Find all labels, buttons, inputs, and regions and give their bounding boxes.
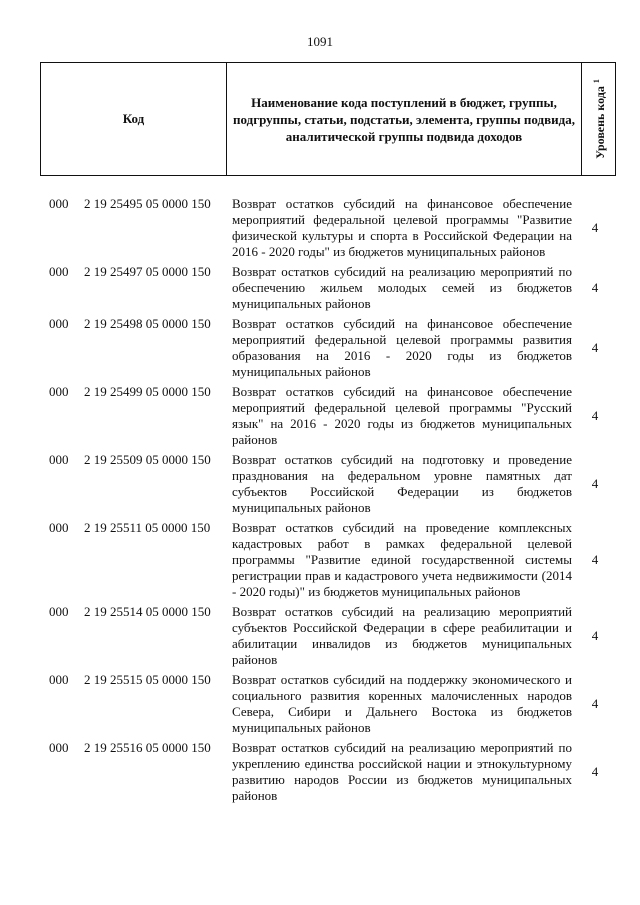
row-prefix: 000 — [49, 452, 69, 467]
table-row — [0, 196, 640, 260]
table-row — [0, 604, 640, 668]
table-body — [0, 196, 640, 804]
row-name: Возврат остатков субсидий на финансовое обеспечение мероприятий федеральной целевой программы "Развитие физической культуры и спорта в Российской Федерации на 2016 - 2020 годы" из бюджетов муниципальных районов — [232, 196, 572, 259]
header-code-label: Код — [122, 111, 145, 126]
row-code: 2 19 25511 05 0000 150 — [84, 520, 211, 535]
table-row — [0, 672, 640, 736]
row-code: 2 19 25509 05 0000 150 — [84, 452, 211, 467]
header-name-label: Наименование кода поступлений в бюджет, группы, подгруппы, статьи, подстатьи, элемента, группы подвида, аналитической группы подвида доходов — [233, 94, 575, 144]
row-prefix: 000 — [49, 672, 69, 687]
row-level: 4 — [591, 764, 599, 779]
page-number: 1091 — [307, 34, 333, 49]
row-code: 2 19 25515 05 0000 150 — [84, 672, 211, 687]
row-code: 2 19 25499 05 0000 150 — [84, 384, 211, 399]
table-row — [0, 384, 640, 448]
table-row — [0, 452, 640, 516]
row-name: Возврат остатков субсидий на подготовку и проведение празднования на федеральном уровне памятных дат субъектов Российской Федерации из бюджетов муниципальных районов — [232, 452, 572, 515]
row-prefix: 000 — [49, 196, 69, 211]
row-level: 4 — [591, 220, 599, 235]
table-row — [0, 264, 640, 312]
row-name: Возврат остатков субсидий на финансовое обеспечение мероприятий федеральной целевой программы "Русский язык" на 2016 - 2020 годы из бюджетов муниципальных районов — [232, 384, 572, 447]
row-level: 4 — [591, 280, 599, 295]
row-code: 2 19 25497 05 0000 150 — [84, 264, 211, 279]
row-level: 4 — [591, 628, 599, 643]
row-level: 4 — [591, 696, 599, 711]
row-prefix: 000 — [49, 604, 69, 619]
row-name: Возврат остатков субсидий на реализацию мероприятий по обеспечению жильем молодых семей из бюджетов муниципальных районов — [232, 264, 572, 311]
row-prefix: 000 — [49, 520, 69, 535]
header-level-footnote: 1 — [591, 79, 601, 84]
table-header — [40, 62, 616, 176]
row-code: 2 19 25498 05 0000 150 — [84, 316, 211, 331]
row-level: 4 — [591, 340, 599, 355]
row-name: Возврат остатков субсидий на реализацию мероприятий по укреплению единства российской нации и этнокультурному развитию народов России из бюджетов муниципальных районов — [232, 740, 572, 803]
row-code: 2 19 25495 05 0000 150 — [84, 196, 211, 211]
row-level: 4 — [591, 408, 599, 423]
row-code: 2 19 25514 05 0000 150 — [84, 604, 211, 619]
row-level: 4 — [591, 476, 599, 491]
row-prefix: 000 — [49, 384, 69, 399]
row-prefix: 000 — [49, 264, 69, 279]
row-name: Возврат остатков субсидий на проведение комплексных кадастровых работ в рамках федеральной целевой программы "Развитие единой государственной системы регистрации прав и кадастрового учета недвижимости (2014 - 2020 годы)" из бюджетов муниципальных районов — [232, 520, 572, 599]
header-name-cell — [227, 63, 582, 175]
row-level: 4 — [591, 552, 599, 567]
row-prefix: 000 — [49, 740, 69, 755]
row-name: Возврат остатков субсидий на реализацию мероприятий субъектов Российской Федерации в сфере реабилитации и абилитации инвалидов из бюджетов муниципальных районов — [232, 604, 572, 667]
header-level-text: Уровень кода — [592, 86, 607, 159]
table-row — [0, 316, 640, 380]
row-name: Возврат остатков субсидий на финансовое обеспечение мероприятий федеральной целевой программы развития образования на 2016 - 2020 годы из бюджетов муниципальных районов — [232, 316, 572, 379]
header-level-cell — [582, 63, 617, 175]
row-prefix: 000 — [49, 316, 69, 331]
table-row — [0, 520, 640, 600]
row-code: 2 19 25516 05 0000 150 — [84, 740, 211, 755]
header-code-cell — [41, 63, 227, 175]
header-level-label — [592, 79, 608, 159]
row-name: Возврат остатков субсидий на поддержку экономического и социального развития коренных малочисленных народов Севера, Сибири и Дальнего Востока из бюджетов муниципальных районов — [232, 672, 572, 735]
table-row — [0, 740, 640, 804]
